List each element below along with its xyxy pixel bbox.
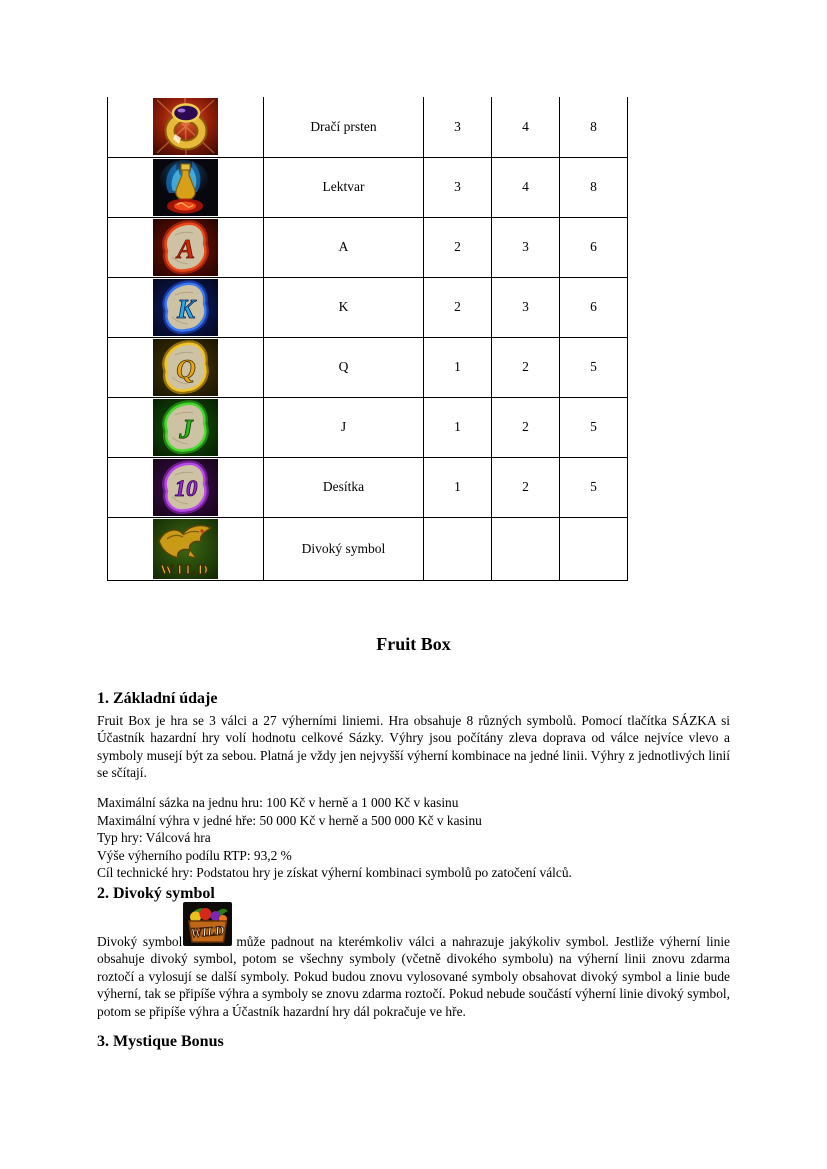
wild-text-after: může padnout na kterémkoliv válci a nahrazuje jakýkoliv symbol. Jestliže výherní linie obsahuje divoký symbol, potom se všechny symboly (včetně divokého symbolu) na výherní linii znovu zdarma roztočí a vylosují se další symboly. Pokud budou znovu vylosované symboly obsahovat divoký symbol a linie bude výherní, tak se připíše výhra a symboly se znovu zdarma roztočí. Pokud nebude součástí výherní linie divoký symbol, potom se připíše výhra a Účastník hazardní hry dál pokračuje ve hře. — [97, 934, 730, 1019]
stat-line-max-bet: Maximální sázka na jednu hru: 100 Kč v herně a 1 000 Kč v kasinu — [97, 795, 459, 810]
section2-paragraph — [97, 902, 730, 1020]
symbol-cell — [108, 517, 264, 580]
section-heading-3: 3. Mystique Bonus — [97, 1033, 224, 1050]
symbol-name: Q — [264, 337, 424, 397]
payout-value: 8 — [560, 97, 628, 157]
payout-value: 3 — [424, 157, 492, 217]
payout-value: 6 — [560, 277, 628, 337]
payout-value: 2 — [424, 277, 492, 337]
stat-line-rtp: Výše výherního podílu RTP: 93,2 % — [97, 847, 292, 863]
payout-value: 5 — [560, 397, 628, 457]
payout-value — [424, 517, 492, 580]
paytable-row — [108, 457, 628, 517]
payout-value: 8 — [560, 157, 628, 217]
stat-line-goal: Cíl technické hry: Podstatou hry je získat výherní kombinaci symbolů po zatočení válců. — [97, 865, 572, 880]
paytable-row — [108, 397, 628, 457]
symbol-cell — [108, 217, 264, 277]
symbol-name: Dračí prsten — [264, 97, 424, 157]
section-heading-1: 1. Základní údaje — [97, 690, 218, 707]
payout-value: 3 — [424, 97, 492, 157]
payout-value: 2 — [492, 457, 560, 517]
payout-value: 4 — [492, 97, 560, 157]
symbol-name: A — [264, 217, 424, 277]
payout-value — [492, 517, 560, 580]
payout-value: 3 — [492, 277, 560, 337]
payout-value: 1 — [424, 397, 492, 457]
symbol-cell — [108, 397, 264, 457]
svg-text:K: K — [176, 293, 196, 324]
symbol-cell — [108, 457, 264, 517]
paytable-row — [108, 337, 628, 397]
payout-value: 1 — [424, 457, 492, 517]
svg-text:A: A — [176, 233, 196, 264]
payout-value: 2 — [492, 397, 560, 457]
svg-text:Q: Q — [176, 353, 196, 384]
section-heading-2: 2. Divoký symbol — [97, 885, 215, 902]
rune-q-icon — [153, 339, 218, 396]
symbol-name: Desítka — [264, 457, 424, 517]
symbol-cell — [108, 277, 264, 337]
symbol-cell — [108, 97, 264, 157]
paytable-row — [108, 97, 628, 157]
rune-j-icon — [153, 399, 218, 456]
rune-10-icon — [153, 459, 218, 516]
payout-value: 4 — [492, 157, 560, 217]
potion-icon — [153, 159, 218, 216]
dragon-wild-icon — [153, 519, 218, 579]
symbol-name: J — [264, 397, 424, 457]
wild-label: WILD — [190, 922, 226, 941]
section1-paragraph: Fruit Box je hra se 3 válci a 27 výherními liniemi. Hra obsahuje 8 různých symbolů. Pomocí tlačítka SÁZKA si Účastník hazardní hry volí hodnotu celkové Sázky. Výhry jsou počítány zleva doprava od válce nejvíce vlevo a symboly musejí být za sebou. Platná je vždy jen nejvyšší výherní kombinace na jedné linii. Výhry z jednotlivých linií se sčítají. — [97, 713, 730, 781]
symbol-name: K — [264, 277, 424, 337]
svg-text:10: 10 — [174, 475, 198, 501]
rune-a-icon — [153, 219, 218, 276]
payout-value: 2 — [424, 217, 492, 277]
payout-value: 2 — [492, 337, 560, 397]
stat-line-game-type: Typ hry: Válcová hra — [97, 830, 211, 845]
dragon-ring-icon — [153, 98, 218, 155]
wild-text-before: Divoký symbol — [97, 934, 183, 949]
payout-value: 1 — [424, 337, 492, 397]
svg-text:J: J — [179, 413, 193, 444]
paytable-row — [108, 217, 628, 277]
symbol-cell — [108, 157, 264, 217]
paytable-row — [108, 277, 628, 337]
stat-line-max-win: Maximální výhra v jedné hře: 50 000 Kč v herně a 500 000 Kč v kasinu — [97, 812, 482, 828]
payout-value: 3 — [492, 217, 560, 277]
symbol-name: Divoký symbol — [264, 517, 424, 580]
fruit-box-wild-icon — [183, 902, 232, 946]
paytable-row — [108, 157, 628, 217]
wild-label: WILD — [160, 562, 211, 578]
game-stats-list — [97, 794, 730, 882]
paytable — [107, 97, 628, 581]
payout-value: 6 — [560, 217, 628, 277]
paytable-row — [108, 517, 628, 580]
payout-value: 5 — [560, 337, 628, 397]
page-title: Fruit Box — [376, 634, 451, 654]
symbol-name: Lektvar — [264, 157, 424, 217]
rune-k-icon — [153, 279, 218, 336]
symbol-cell — [108, 337, 264, 397]
payout-value: 5 — [560, 457, 628, 517]
payout-value — [560, 517, 628, 580]
